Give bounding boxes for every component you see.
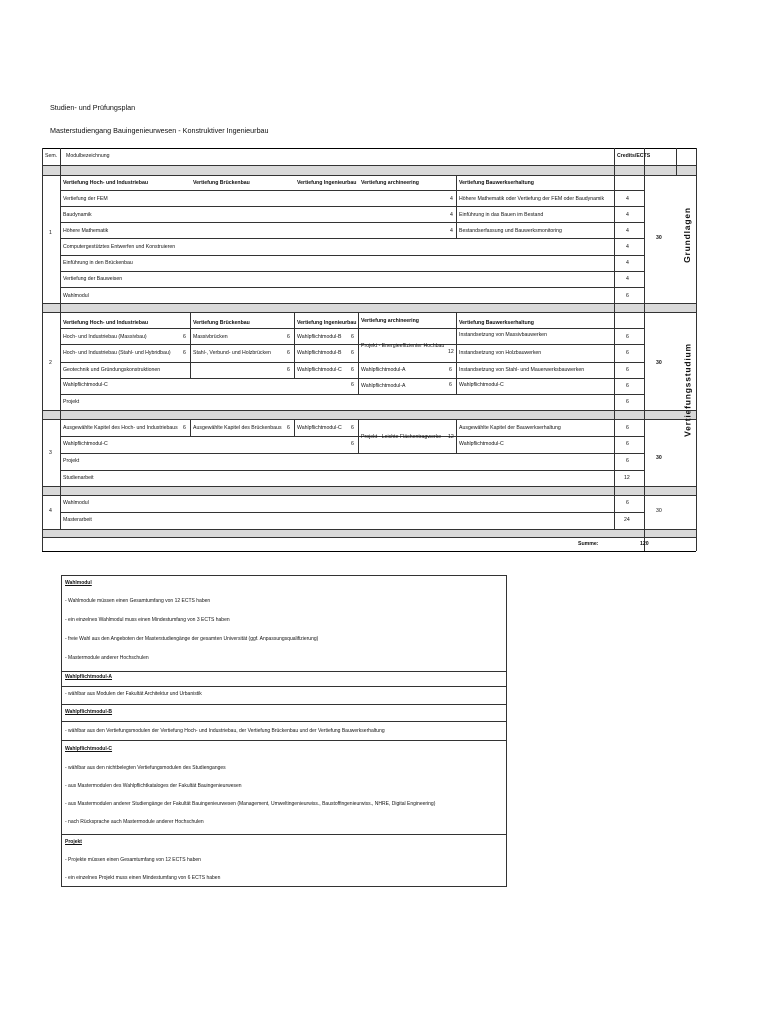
module-credits: 6: [351, 425, 354, 431]
note-line: - freie Wahl aus den Angeboten der Masterstudiengänge der gesamten Universität (ggf. Anpassungsqualifizierung): [65, 636, 319, 642]
semester-total: 30: [656, 235, 662, 241]
module-credits: 6: [351, 350, 354, 356]
module-name: Projekt - Leichte Flächentragwerke: [361, 434, 442, 440]
module-name: Wahlpflichtmodul-C: [63, 441, 108, 447]
module-name: Wahlpflichtmodul-C: [459, 441, 504, 447]
separator-band: [42, 486, 696, 495]
module-name: Baudynamik: [63, 212, 92, 218]
notes-heading-wahlmodul: Wahlmodul: [65, 580, 92, 586]
module-name: Instandsetzung von Holzbauwerken: [459, 350, 542, 356]
track-header-ingenieurbau: Vertiefung Ingenieurbau: [297, 180, 357, 186]
module-credits: 4: [626, 212, 629, 218]
module-name: Projekt: [63, 458, 80, 464]
module-credits: 6: [351, 334, 354, 340]
semester-total: 30: [656, 360, 662, 366]
semester-number: 4: [49, 508, 52, 514]
track-header-bauwerk: Vertiefung Bauwerkserhaltung: [459, 180, 534, 186]
track-header-bruecken: Vertiefung Brückenbau: [193, 180, 250, 186]
module-credits: 4: [626, 260, 629, 266]
module-credits: 6: [183, 350, 186, 356]
semester-total: 30: [656, 508, 662, 514]
module-credits: 6: [626, 458, 629, 464]
column-header-sem: Sem.: [45, 153, 58, 159]
separator-band: [42, 303, 696, 312]
module-credits: 6: [626, 383, 629, 389]
module-credits: 6: [626, 399, 629, 405]
module-name: Einführung in den Brückenbau: [63, 260, 133, 266]
track-header-bauwerk: Vertiefung Bauwerkserhaltung: [459, 320, 534, 326]
module-name: Studienarbeit: [63, 475, 94, 481]
module-credits: 6: [351, 441, 354, 447]
module-name: Geotechnik und Gründungskonstruktionen: [63, 367, 161, 373]
module-name: Wahlpflichtmodul-C: [459, 382, 504, 388]
module-name: Wahlpflichtmodul-B: [297, 334, 342, 340]
module-name: Hoch- und Industriebau (Stahl- und Hybridbau): [63, 350, 171, 356]
track-header-ingenieurbau: Vertiefung Ingenieurbau: [297, 320, 357, 326]
notes-heading-wahlpflichtmodul-c: Wahlpflichtmodul-C: [65, 746, 113, 752]
module-name: Stahl-, Verbund- und Holzbrücken: [193, 350, 271, 356]
note-line: - wählbar aus den Vertiefungsmodulen der Vertiefung Hoch- und Industriebau, der Vertiefung Brückenbau und der Vertiefung Bauwerkserhaltung: [65, 728, 385, 734]
side-label-vertiefungsstudium: Vertiefungsstudium: [682, 343, 693, 437]
module-name: Ausgewählte Kapitel des Hoch- und Industriebaus: [63, 425, 178, 431]
module-credits: 6: [287, 350, 290, 356]
note-line: - wählbar aus Modulen der Fakultät Architektur und Urbanistik: [65, 691, 202, 697]
module-name: Wahlpflichtmodul-A: [361, 383, 406, 389]
track-header-bruecken: Vertiefung Brückenbau: [193, 320, 250, 326]
module-credits: 4: [626, 244, 629, 250]
module-credits: 6: [626, 293, 629, 299]
module-credits: 6: [626, 367, 629, 373]
note-line: - ein einzelnes Wahlmodul muss einen Mindestumfang von 3 ECTS haben: [65, 617, 230, 623]
module-name: Wahlpflichtmodul-C: [63, 382, 108, 388]
module-credits: 6: [449, 382, 452, 388]
module-name: Ausgewählte Kapitel der Bauwerkserhaltung: [459, 425, 561, 431]
module-name: Wahlmodul: [63, 293, 89, 299]
module-name: Instandsetzung von Massivbauwerken: [459, 332, 547, 338]
module-name: Höhere Mathematik: [63, 228, 109, 234]
module-credits: 6: [626, 500, 629, 506]
note-line: - Mastermodule anderer Hochschulen: [65, 655, 149, 661]
module-name: Vertiefung der FEM: [63, 196, 108, 202]
sum-value: 120: [640, 541, 649, 547]
notes-heading-wahlpflichtmodul-b: Wahlpflichtmodul-B: [65, 709, 113, 715]
module-name: Computergestütztes Entwerfen und Konstruieren: [63, 244, 176, 250]
module-credits: 6: [626, 425, 629, 431]
module-credits: 6: [626, 334, 629, 340]
module-credits: 6: [449, 367, 452, 373]
module-credits: 4: [450, 212, 453, 218]
module-credits: 6: [287, 367, 290, 373]
module-name: Projekt - Energieeffizienter Hochbau: [361, 343, 445, 349]
module-name: Wahlpflichtmodul-C: [297, 425, 342, 431]
module-name: Einführung in das Bauen im Bestand: [459, 212, 544, 218]
document-subtitle: Masterstudiengang Bauingenieurwesen - Konstruktiver Ingenieurbau: [50, 126, 269, 135]
sum-label: Summe:: [578, 541, 599, 547]
separator-band: [42, 165, 696, 175]
module-credits: 12: [624, 475, 630, 481]
side-label-grundlagen: Grundlagen: [682, 207, 692, 263]
module-credits: 6: [287, 334, 290, 340]
module-credits: 4: [450, 228, 453, 234]
notes-heading-wahlpflichtmodul-a: Wahlpflichtmodul-A: [65, 674, 113, 680]
module-name: Projekt: [63, 399, 80, 405]
module-credits: 4: [626, 196, 629, 202]
document-title: Studien- und Prüfungsplan: [50, 103, 136, 112]
module-credits: 4: [626, 276, 629, 282]
note-line: - aus Mastermodulen anderer Studiengänge der Fakultät Bauingenieurwesen (Management, Umweltingenieurwiss., Baustoffingenieurwiss., NHRE, Digital Engineering): [65, 801, 436, 807]
note-line: - ein einzelnes Projekt muss einen Mindestumfang von 6 ECTS haben: [65, 875, 221, 881]
module-name: Instandsetzung von Stahl- und Mauerwerksbauwerken: [459, 367, 585, 373]
note-line: - aus Mastermodulen des Wahlpflichtkataloges der Fakultät Bauingenieurwesen: [65, 783, 242, 789]
column-header-module: Modulbezeichnung: [66, 153, 110, 159]
notes-heading-projekt: Projekt: [65, 839, 82, 845]
module-credits: 24: [624, 517, 630, 523]
module-name: Hoch- und Industriebau (Massivbau): [63, 334, 147, 340]
module-name: Masterarbeit: [63, 517, 92, 523]
module-name: Höhere Mathematik oder Vertiefung der FEM oder Baudynamik: [459, 196, 605, 202]
module-name: Massivbrücken: [193, 334, 228, 340]
module-name: Ausgewählte Kapitel des Brückenbaus: [193, 425, 282, 431]
module-name: Wahlmodul: [63, 500, 89, 506]
module-credits: 4: [626, 228, 629, 234]
module-name: Wahlpflichtmodul-B: [297, 350, 342, 356]
module-name: Bestandserfassung und Bauwerksmonitoring: [459, 228, 562, 234]
module-credits: 6: [183, 334, 186, 340]
separator-band: [42, 410, 696, 419]
column-header-credits: Credits/ECTS: [617, 153, 651, 159]
module-credits: 6: [626, 350, 629, 356]
module-name: Wahlpflichtmodul-C: [297, 367, 342, 373]
semester-number: 3: [49, 450, 52, 456]
module-credits: 12: [448, 349, 454, 355]
semester-total: 30: [656, 455, 662, 461]
separator-band: [42, 529, 696, 537]
track-header-hoch: Vertiefung Hoch- und Industriebau: [63, 320, 149, 326]
note-line: - nach Rücksprache auch Mastermodule anderer Hochschulen: [65, 819, 204, 825]
semester-number: 2: [49, 360, 52, 366]
module-credits: 6: [626, 441, 629, 447]
semester-number: 1: [49, 230, 52, 236]
module-credits: 6: [351, 382, 354, 388]
note-line: - wählbar aus den nichtbelegten Vertiefungsmodulen des Studienganges: [65, 765, 226, 771]
track-header-hoch: Vertiefung Hoch- und Industriebau: [63, 180, 149, 186]
module-credits: 4: [450, 196, 453, 202]
module-credits: 12: [448, 434, 454, 440]
note-line: - Wahlmodule müssen einen Gesamtumfang von 12 ECTS haben: [65, 598, 211, 604]
track-header-archineering: Vertiefung archineering: [361, 318, 419, 324]
module-name: Vertiefung der Bauweisen: [63, 276, 123, 282]
module-name: Wahlpflichtmodul-A: [361, 367, 406, 373]
note-line: - Projekte müssen einen Gesamtumfang von 12 ECTS haben: [65, 857, 201, 863]
module-credits: 6: [287, 425, 290, 431]
module-credits: 6: [183, 425, 186, 431]
track-header-archineering: Vertiefung archineering: [361, 180, 419, 186]
module-credits: 6: [351, 367, 354, 373]
